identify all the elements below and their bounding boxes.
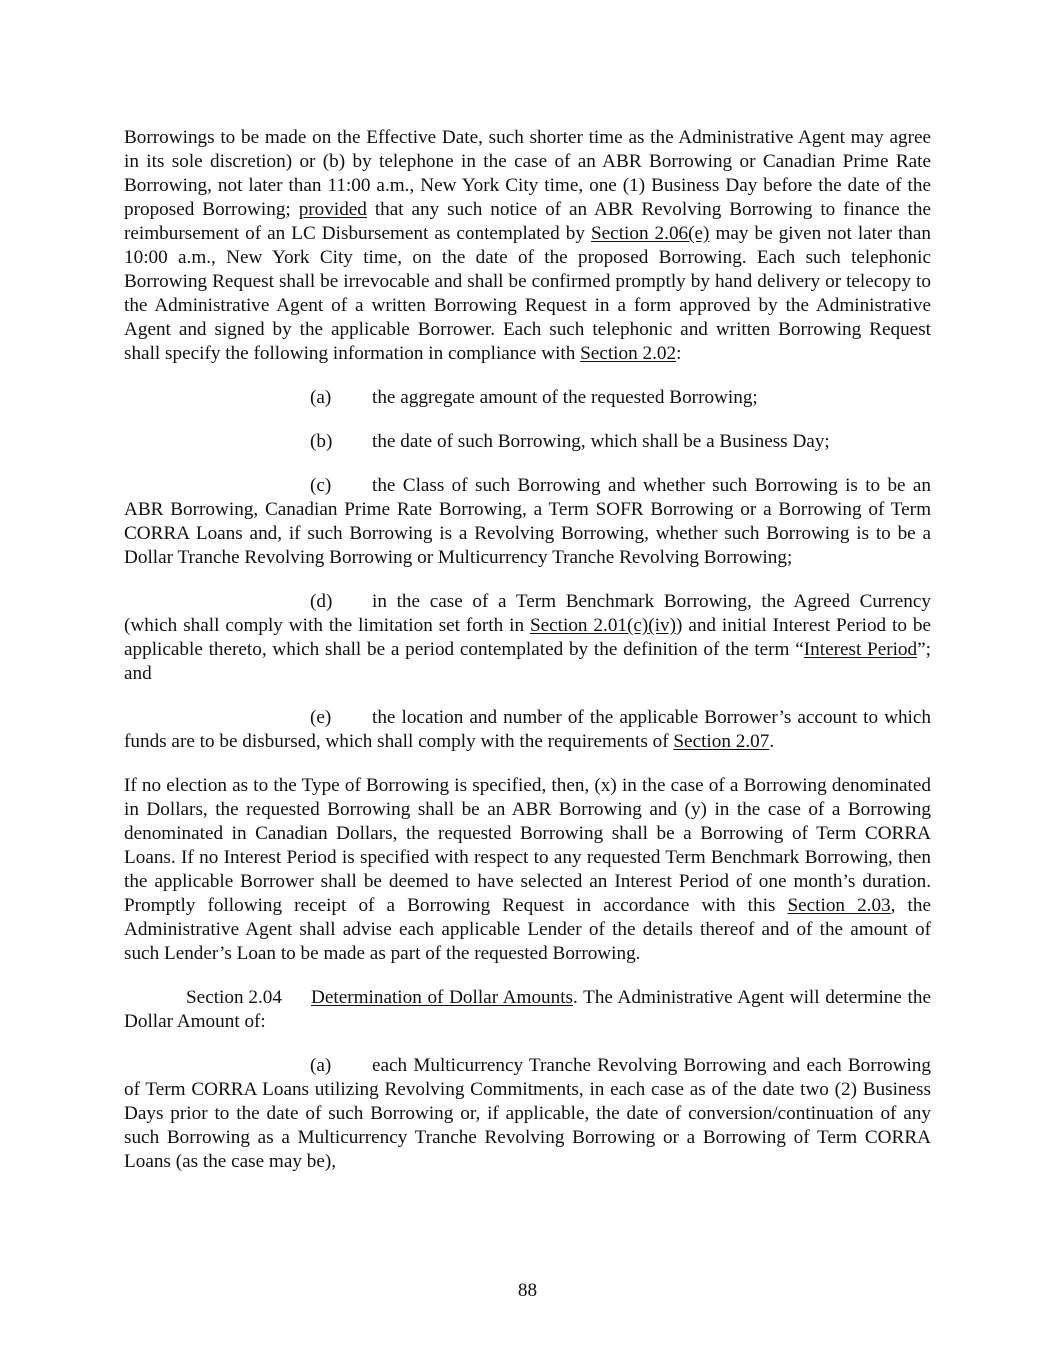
item-label: (d) <box>310 591 333 612</box>
list-item-d: (d) in the case of a Term Benchmark Borrowing, the Agreed Currency (which shall comply with the limitation set forth in Section 2.01(c)(iv)) and initial Interest Period to be applicable thereto, which shall be a period contemplated by the definition of the term “Interest Period”; and <box>124 591 931 684</box>
section-ref-2-01civ[interactable]: Section 2.01(c)(iv) <box>529 615 677 636</box>
section-2-04-heading: Section 2.04 Determination of Dollar Amounts. The Administrative Agent will determine the Dollar Amount of: <box>124 987 931 1032</box>
section-ref-2-03[interactable]: Section 2.03 <box>787 895 891 916</box>
list-item-a: (a) the aggregate amount of the requested Borrowing; <box>310 387 758 408</box>
interest-period-term[interactable]: Interest Period <box>803 639 918 660</box>
document-page <box>124 126 931 1174</box>
list-item-c: (c) the Class of such Borrowing and whether such Borrowing is to be an ABR Borrowing, Canadian Prime Rate Borrowing, a Term SOFR Borrowing or a Borrowing of Term CORRA Loans and, if such Borrowing is a Revolving Borrowing, whether such Borrowing is to be a Dollar Tranche Revolving Borrowing or Multicurrency Tranche Revolving Borrowing; <box>124 475 931 568</box>
intro-paragraph: Borrowings to be made on the Effective Date, such shorter time as the Administrative Agent may agree in its sole discretion) or (b) by telephone in the case of an ABR Borrowing or Canadian Prime Rate Borrowing, not later than 11:00 a.m., New York City time, one (1) Business Day before the date of the proposed Borrowing; provided that any such notice of an ABR Revolving Borrowing to finance the reimbursement of an LC Disbursement as contemplated by Section 2.06(e) may be given not later than 10:00 a.m., New York City time, on the date of the proposed Borrowing. Each such telephonic Borrowing Request shall be irrevocable and shall be confirmed promptly by hand delivery or telecopy to the Administrative Agent of a written Borrowing Request in a form approved by the Administrative Agent and signed by the applicable Borrower. Each such telephonic and written Borrowing Request shall specify the following information in compliance with Section 2.02: <box>124 127 931 364</box>
election-paragraph: If no election as to the Type of Borrowing is specified, then, (x) in the case of a Borrowing denominated in Dollars, the requested Borrowing shall be an ABR Borrowing and (y) in the case of a Borrowing denominated in Canadian Dollars, the requested Borrowing shall be a Borrowing of Term CORRA Loans. If no Interest Period is specified with respect to any requested Term Benchmark Borrowing, then the applicable Borrower shall be deemed to have selected an Interest Period of one month’s duration. Promptly following receipt of a Borrowing Request in accordance with this Section 2.03, the Administrative Agent shall advise each applicable Lender of the details thereof and of the amount of such Lender’s Loan to be made as part of the requested Borrowing. <box>124 775 931 964</box>
section-number: Section 2.04 <box>186 987 282 1008</box>
section-title: Determination of Dollar Amounts <box>311 987 574 1008</box>
item-label: (a) <box>310 387 332 408</box>
section-ref-2-07[interactable]: Section 2.07 <box>673 731 770 752</box>
section-ref-2-06e[interactable]: Section 2.06(e) <box>590 223 710 244</box>
item-label: (b) <box>310 431 333 452</box>
provided-term: provided <box>298 199 367 220</box>
item-label: (a) <box>310 1055 332 1076</box>
item-label: (e) <box>310 707 332 728</box>
section-ref-2-02[interactable]: Section 2.02 <box>580 343 677 364</box>
list-item-e: (e) the location and number of the applicable Borrower’s account to which funds are to be disbursed, which shall comply with the requirements of Section 2.07. <box>124 707 931 752</box>
item-label: (c) <box>310 475 332 496</box>
list-item-b: (b) the date of such Borrowing, which shall be a Business Day; <box>310 431 830 452</box>
page-number: 88 <box>517 1280 538 1301</box>
section-2-04-item-a: (a) each Multicurrency Tranche Revolving Borrowing and each Borrowing of Term CORRA Loans utilizing Revolving Commitments, in each case as of the date two (2) Business Days prior to the date of such Borrowing or, if applicable, the date of conversion/continuation of any such Borrowing as a Multicurrency Tranche Revolving Borrowing or a Borrowing of Term CORRA Loans (as the case may be), <box>124 1055 931 1172</box>
